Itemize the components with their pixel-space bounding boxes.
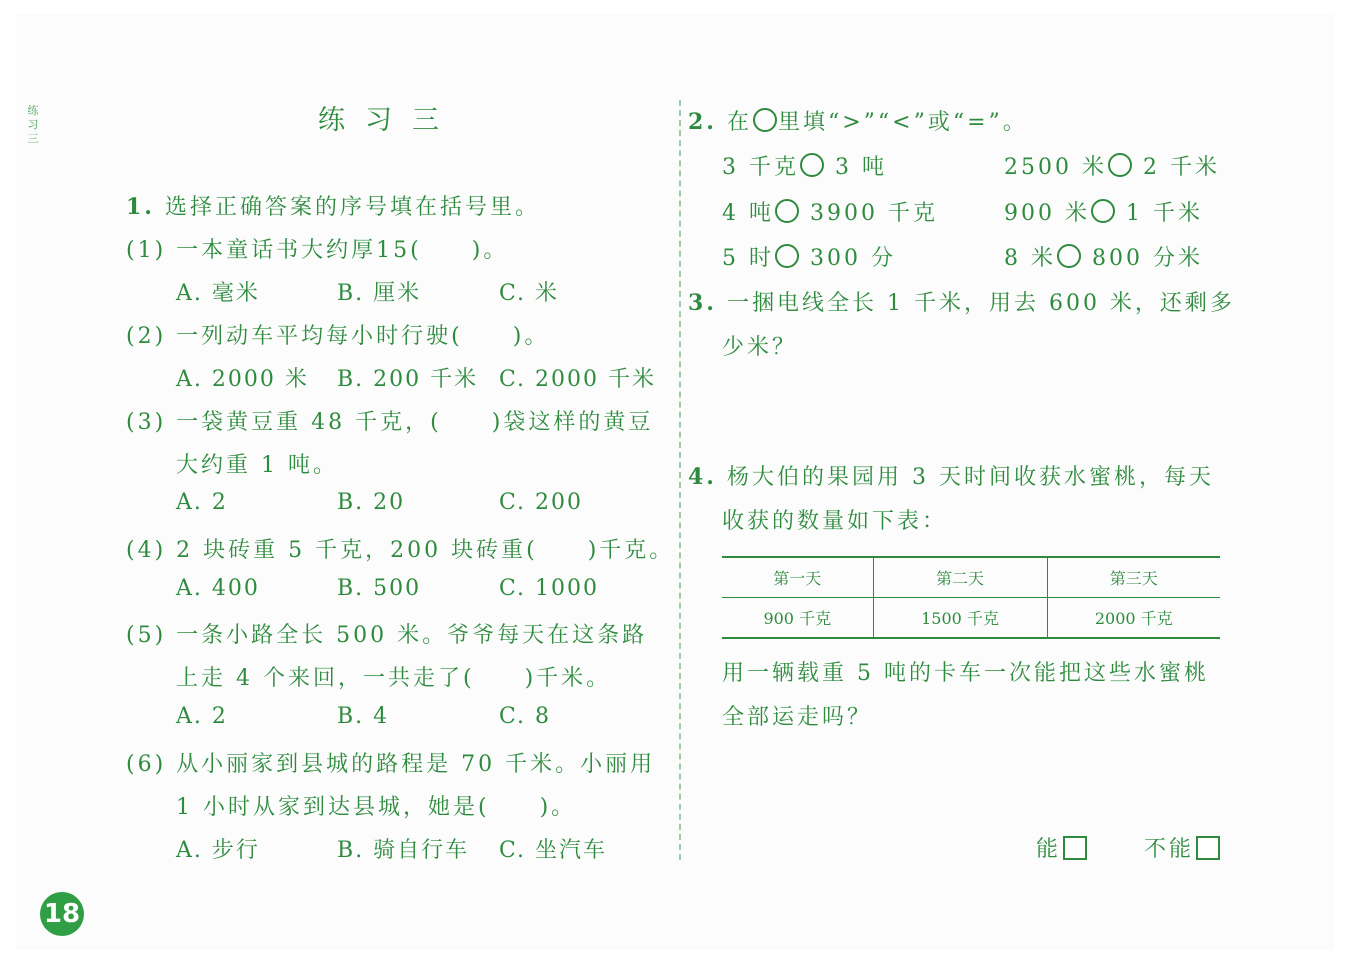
item-4 [126,533,674,564]
option-b[interactable]: B. 厘米 [337,281,422,306]
question-text-continued: 少米？ [722,335,798,360]
option-b[interactable]: B. 500 [337,576,422,601]
item-label: (5) [126,623,167,648]
answer-circle[interactable] [1057,244,1081,268]
item-text-continued: 大约重 1 吨。 [176,453,338,478]
answer-circle[interactable] [775,244,799,268]
table-cell: 900 千克 [763,609,832,628]
item-text: 一本童话书大约厚15( )。 [176,238,509,263]
table-header-cell: 第二天 [873,557,1047,598]
item-text: 一袋黄豆重 48 千克，( )袋这样的黄豆 [176,410,654,435]
option-b[interactable]: B. 骑自行车 [337,838,470,863]
item-2 [126,319,549,350]
item-label: (1) [126,238,167,263]
question-text-post: 里填“>”“<”或“=”。 [777,110,1028,135]
choice-yes-checkbox[interactable] [1063,836,1087,860]
item-label: (6) [126,752,167,777]
choice-yes [1036,832,1087,863]
choice-yes-label: 能 [1036,837,1062,862]
compare-right: 3900 千克 [810,201,938,226]
item-text: 一列动车平均每小时行驶( )。 [176,324,550,349]
compare-left: 3 千克 [722,155,799,180]
option-b[interactable]: B. 4 [337,704,390,729]
page-title: 练习三 [318,105,459,136]
choice-no-checkbox[interactable] [1196,836,1220,860]
compare-right: 1 千米 [1126,201,1203,226]
question-2 [688,105,1028,136]
harvest-table [722,556,1220,639]
item-label: (2) [126,324,167,349]
option-c[interactable]: C. 坐汽车 [499,838,608,863]
compare-row [1004,196,1203,227]
table-header-cell: 第三天 [1047,557,1220,598]
option-c[interactable]: C. 8 [499,704,552,729]
option-b[interactable]: B. 200 千米 [337,367,479,392]
table-row [722,598,1220,639]
question-number: 4. [688,464,717,490]
option-a[interactable]: A. 毫米 [176,281,260,306]
item-text: 从小丽家到县城的路程是 70 千米。小丽用 [176,752,656,777]
compare-left: 5 时 [722,246,774,271]
option-c[interactable]: C. 2000 千米 [499,367,657,392]
question-text: 一捆电线全长 1 千米，用去 600 米，还剩多 [726,291,1235,316]
option-a[interactable]: A. 步行 [176,838,260,863]
question-text: 选择正确答案的序号填在括号里。 [164,195,540,220]
question-number: 1. [126,194,155,220]
column-divider [679,100,681,860]
compare-left: 4 吨 [722,201,774,226]
table-cell: 2000 千克 [1047,598,1220,639]
item-label: (3) [126,410,167,435]
compare-left: 8 米 [1004,246,1056,271]
table-header-cell: 第一天 [722,557,873,598]
question-text-continued: 收获的数量如下表： [722,509,948,534]
question-number: 3. [688,290,717,316]
compare-right: 2 千米 [1142,155,1220,180]
compare-row [722,196,938,227]
table-header-row [722,557,1220,598]
option-a[interactable]: A. 2000 米 [176,367,309,392]
answer-circle[interactable] [800,153,824,177]
option-a[interactable]: A. 400 [176,576,260,601]
compare-row [722,241,896,272]
side-label: 练习三 [27,104,39,145]
item-6 [126,747,655,778]
option-c[interactable]: C. 200 [499,490,584,515]
option-c[interactable]: C. 1000 [499,576,600,601]
question-text: 用一辆载重 5 吨的卡车一次能把这些水蜜桃 [722,661,1209,686]
item-text-continued: 上走 4 个来回，一共走了( )千米。 [176,666,612,691]
compare-left: 900 米 [1004,201,1090,226]
choice-no [1144,832,1220,863]
question-number: 2. [688,109,717,135]
option-a[interactable]: A. 2 [176,490,228,515]
answer-circle[interactable] [1108,153,1132,177]
compare-right: 300 分 [810,246,896,271]
table-cell: 1500 千克 [873,598,1047,639]
compare-left: 2500 米 [1004,155,1107,180]
option-c[interactable]: C. 米 [499,281,560,306]
question-text-continued: 全部运走吗？ [722,705,873,730]
page-number-badge: 18 [40,892,84,936]
question-text: 杨大伯的果园用 3 天时间收获水蜜桃，每天 [726,465,1214,490]
compare-row [1004,150,1220,181]
option-b[interactable]: B. 20 [337,490,406,515]
question-4 [688,460,1214,491]
item-text-continued: 1 小时从家到达县城，她是( )。 [176,795,577,820]
compare-row [722,150,887,181]
compare-right: 3 吨 [835,155,887,180]
item-5 [126,618,647,649]
item-text: 一条小路全长 500 米。爷爷每天在这条路 [176,623,648,648]
answer-circle[interactable] [1091,199,1115,223]
compare-row [1004,241,1203,272]
answer-circle[interactable] [775,199,799,223]
item-3 [126,405,653,436]
question-3 [688,286,1235,317]
choice-no-label: 不能 [1144,837,1195,862]
item-1 [126,233,508,264]
question-1 [126,190,540,221]
item-text: 2 块砖重 5 千克，200 块砖重( )千克。 [176,538,675,563]
compare-right: 800 分米 [1092,246,1203,271]
circle-icon [753,108,777,132]
question-text-pre: 在 [726,110,752,135]
item-label: (4) [126,538,167,563]
option-a[interactable]: A. 2 [176,704,228,729]
